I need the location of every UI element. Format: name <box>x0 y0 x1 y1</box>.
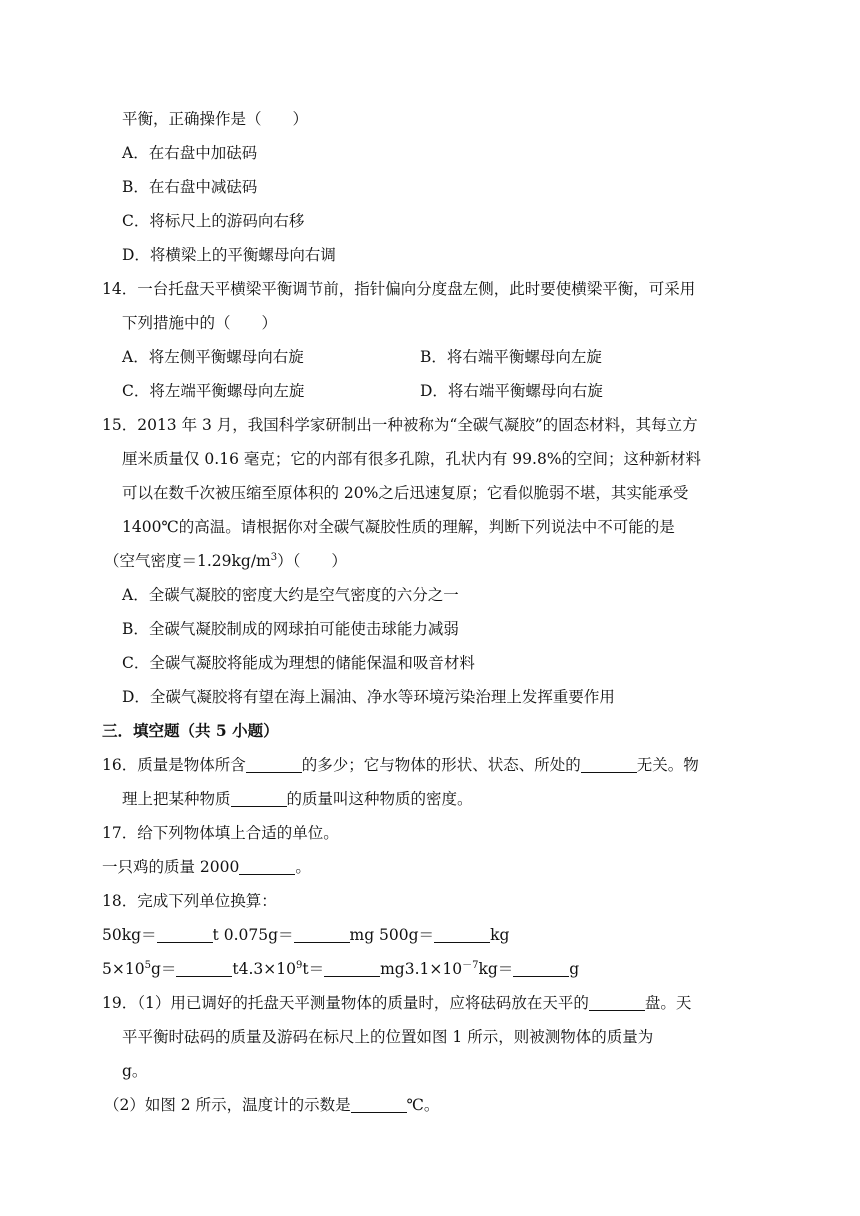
q18-row2 <box>0 952 860 986</box>
q18-blank-2 <box>294 922 350 943</box>
q15-stem-line5 <box>0 544 860 578</box>
q17-item <box>0 850 860 884</box>
document-page <box>0 102 860 1122</box>
q14-options-row1 <box>0 340 860 374</box>
q15-option-c: C．全碳气凝胶将能成为理想的储能保温和吸音材料 <box>122 654 475 672</box>
q19-text-4: ℃。 <box>406 1096 440 1114</box>
q19-line1 <box>0 986 860 1020</box>
q14-option-b: B．将右端平衡螺母向左旋 <box>420 348 602 366</box>
q15-exponent: 3 <box>270 551 278 563</box>
q14-option-c: C．将左端平衡螺母向左旋 <box>122 382 305 400</box>
q17-blank <box>239 854 295 875</box>
q16-text-4: 理上把某种物质 <box>122 790 231 808</box>
q18-blank-1 <box>157 922 213 943</box>
q18-r2-exp-e: －7 <box>462 959 479 971</box>
q13-option-d: D．将横梁上的平衡螺母向右调 <box>122 246 336 264</box>
q18-row1 <box>0 918 860 952</box>
q18-r2-text-b: g＝ <box>150 960 177 978</box>
q16-blank-2 <box>581 752 637 773</box>
q16-line2 <box>0 782 860 816</box>
q17-text-1: 一只鸡的质量 2000 <box>102 858 240 876</box>
q19-text-3: （2）如图 2 所示，温度计的示数是 <box>104 1096 351 1114</box>
q19-line2: 平平衡时砝码的质量及游码在标尺上的位置如图 1 所示，则被测物体的质量为 <box>122 1028 654 1046</box>
q19-line3: g。 <box>122 1062 148 1080</box>
q19-blank-2 <box>351 1092 407 1113</box>
q15-stem-line1: 15．2013 年 3 月，我国科学家研制出一种被称为“全碳气凝胶”的固态材料，其每立方 <box>102 416 698 434</box>
q19-text-1: 19．（1）用已调好的托盘天平测量物体的质量时，应将砝码放在天平的 <box>102 994 589 1012</box>
q16-text-1: 16．质量是物体所含 <box>102 756 246 774</box>
q16-text-5: 的质量叫这种物质的密度。 <box>286 790 473 808</box>
q16-line1 <box>0 748 860 782</box>
q18-blank-4 <box>176 956 232 977</box>
q18-r2-exp-c: 9 <box>295 959 303 971</box>
q19-line4 <box>0 1088 860 1122</box>
q16-blank-1 <box>246 752 302 773</box>
q18-r1-text-a: 50kg＝ <box>102 926 157 944</box>
q14-option-d: D．将右端平衡螺母向右旋 <box>420 382 603 400</box>
q16-text-3: 无关。物 <box>636 756 699 774</box>
q18-r1-text-d: kg <box>490 926 510 944</box>
q19-blank-1 <box>589 990 645 1011</box>
q17-text-2: 。 <box>295 858 311 876</box>
q18-blank-6 <box>513 956 569 977</box>
q18-r2-text-a: 5×10 <box>102 960 145 978</box>
q15-option-a: A．全碳气凝胶的密度大约是空气密度的六分之一 <box>122 586 459 604</box>
q14-options-row2 <box>0 374 860 408</box>
q15-stem-line2: 厘米质量仅 0.16 毫克；它的内部有很多孔隙，孔状内有 99.8%的空间；这种新材料 <box>122 450 702 468</box>
q15-stem-line4: 1400℃的高温。请根据你对全碳气凝胶性质的理解，判断下列说法中不可能的是 <box>122 518 675 536</box>
q14-stem-line1: 14．一台托盘天平横梁平衡调节前，指针偏向分度盘左侧，此时要使横梁平衡，可采用 <box>102 280 696 298</box>
q18-r2-exp-a: 5 <box>144 959 151 971</box>
q15-option-b: B．全碳气凝胶制成的网球拍可能使击球能力减弱 <box>122 620 459 638</box>
q18-blank-5 <box>324 956 380 977</box>
q18-r1-text-c: mg 500g＝ <box>349 926 435 944</box>
q15-air-density: （空气密度＝1.29kg/m <box>104 552 271 570</box>
q18-r2-text-e: mg3.1×10 <box>380 960 463 978</box>
q14-option-a: A．将左侧平衡螺母向右旋 <box>122 348 304 366</box>
q16-text-2: 的多少；它与物体的形状、状态、所处的 <box>301 756 581 774</box>
q15-stem-line3: 可以在数千次被压缩至原体积的 20%之后迅速复原；它看似脆弱不堪，其实能承受 <box>122 484 689 502</box>
q13-stem-tail: 平衡，正确操作是（ ） <box>122 110 309 128</box>
q18-r2-text-c: t4.3×10 <box>232 960 296 978</box>
q18-r2-text-d: t＝ <box>302 960 325 978</box>
q13-option-b: B．在右盘中减砝码 <box>122 178 258 196</box>
q18-r2-text-g: g <box>569 960 580 978</box>
q13-option-a: A．在右盘中加砝码 <box>122 144 258 162</box>
q18-r1-text-b: t 0.075g＝ <box>212 926 294 944</box>
q15-bracket: ）（ ） <box>277 552 347 570</box>
q18-r2-text-f: kg＝ <box>478 960 514 978</box>
q14-stem-line2: 下列措施中的（ ） <box>122 314 278 332</box>
q15-option-d: D．全碳气凝胶将有望在海上漏油、净水等环境污染治理上发挥重要作用 <box>122 688 615 706</box>
q16-blank-3 <box>231 786 287 807</box>
q18-stem: 18．完成下列单位换算： <box>102 892 277 910</box>
section-heading: 三．填空题（共 5 小题） <box>102 721 279 740</box>
q17-stem: 17．给下列物体填上合适的单位。 <box>102 824 339 842</box>
q13-option-c: C．将标尺上的游码向右移 <box>122 212 305 230</box>
q19-text-2: 盘。天 <box>644 994 692 1012</box>
q18-blank-3 <box>434 922 490 943</box>
